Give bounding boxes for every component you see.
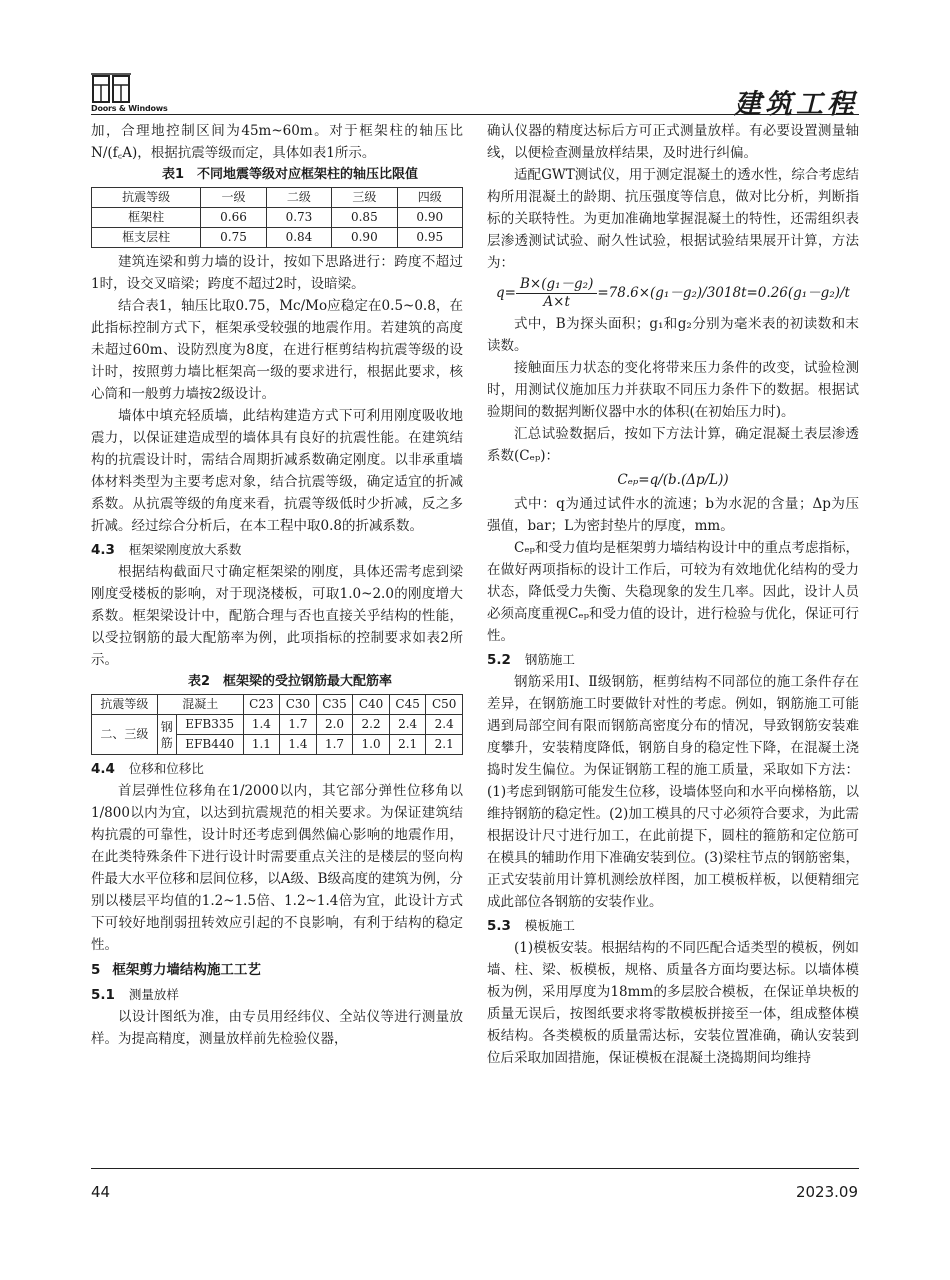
paragraph: 根据结构截面尺寸确定框架梁的刚度，具体还需考虑到梁刚度受楼板的影响，对于现浇楼板，可取1.0~2.0的刚度增大系数。框架梁设计中，配筋合理与否也直接关乎结构的性能，以受拉钢筋的最大配筋率为例，此项指标的控制要求如表2所示。 xyxy=(91,564,463,668)
formula-denominator: A×t xyxy=(543,294,570,310)
table2-caption: 表2 框架梁的受拉钢筋最大配筋率 xyxy=(187,674,393,689)
section-title: 框架梁刚度放大系数 xyxy=(128,542,242,557)
section-number: 5.1 xyxy=(91,987,115,1003)
paragraph: Cₑₚ和受力值均是框架剪力墙结构设计中的重点考虑指标，在做好两项指标的设计工作后，可较为有效地优化结构的受力状态，降低受力失衡、失稳现象的发生几率。因此，设计人员必须高度重视Cₑₚ和受力值的设计，进行检验与优化，保证可行性。 xyxy=(487,540,859,644)
table-row xyxy=(92,208,463,228)
table-cell: 2.1 xyxy=(389,735,426,755)
table2-header-cell: C40 xyxy=(353,695,390,715)
table1 xyxy=(91,187,463,248)
table2-header-cell: 混凝土 xyxy=(157,695,243,715)
paragraph: 钢筋采用Ⅰ、Ⅱ级钢筋，框剪结构不同部位的施工条件存在差异，在钢筋施工时要做针对性的考虑。例如，钢筋施工可能遇到局部空间有限而钢筋高密度分布的情况，导致钢筋安装难度攀升，安装精度降低，钢筋自身的稳定性下降，在混凝土浇捣时发生偏位。为保证钢筋工程的施工质量，采取如下方法：(1)考虑到钢筋可能发生位移，设墙体竖向和水平向梯格筋，以维持钢筋的稳定性。(2)加工模具的尺寸必须符合要求，为此需根据设计尺寸进行加工，在此前提下，圆柱的箍筋和定位筋可在模具的辅助作用下准确安装到位。(3)梁柱节点的钢筋密集，正式安装前用计算机测绘放样图，加工模板样板，以便精细完成此部位各钢筋的安装作业。 xyxy=(487,674,859,910)
table1-header-row xyxy=(92,188,463,208)
journal-section-title: 建筑工程 xyxy=(734,89,858,120)
section-heading-5-2 xyxy=(487,649,859,671)
table2-header-cell: C35 xyxy=(316,695,353,715)
paragraph: 墙体中填充轻质墙，此结构建造方式下可利用刚度吸收地震力，以保证建造成型的墙体具有良好的抗震性能。在建筑结构的抗震设计时，需结合周期折减系数确定刚度。以非承重墙体材料类型为主要考虑对象，结合抗震等级，确定适宜的折减系数。从抗震等级的角度来看，抗震等级低时少折减，反之多折减。经过综合分析后，在本工程中取0.8的折减系数。 xyxy=(91,408,463,534)
table2 xyxy=(91,694,463,755)
table1-header-cell: 二级 xyxy=(266,188,331,208)
table1-header-cell: 三级 xyxy=(332,188,397,208)
paragraph: 适配GWT测试仪，用于测定混凝土的透水性，综合考虑结构所用混凝土的龄期、抗压强度等信息，做对比分析，判断指标的关联特性。为更加准确地掌握混凝土的特性，还需组织表层渗透测试试验、耐久性试验，根据试验结果展开计算，方法为： xyxy=(487,167,859,271)
table-cell: 0.90 xyxy=(332,228,397,248)
section-title: 模板施工 xyxy=(524,918,575,933)
section-title: 位移和位移比 xyxy=(128,761,204,776)
table-cell: 0.85 xyxy=(332,208,397,228)
table2-header-cell: 抗震等级 xyxy=(92,695,158,715)
section-title: 框架剪力墙结构施工工艺 xyxy=(112,962,261,978)
table-cell: 0.95 xyxy=(397,228,462,248)
right-column xyxy=(487,120,859,1069)
paragraph: 结合表1，轴压比取0.75，Mc/Mo应稳定在0.5~0.8，在此指标控制方式下，框架承受较强的地震作用。若建筑的高度未超过60m、设防烈度为8度，在进行框剪结构抗震等级的设计时，按照剪力墙比框架高一级的要求进行，根据此要求，核心筒和一般剪力墙按2级设计。 xyxy=(91,298,463,402)
header-rule xyxy=(91,114,859,115)
formula-permeability xyxy=(487,276,859,311)
formula-numerator: B×(g₁－g₂) xyxy=(516,276,597,294)
table2-header-cell: C45 xyxy=(389,695,426,715)
table-cell: 钢筋 xyxy=(157,715,176,755)
table-cell: 框支层柱 xyxy=(92,228,201,248)
table-cell: 框架柱 xyxy=(92,208,201,228)
left-column xyxy=(91,120,463,1050)
formula-rhs: =78.6×(g₁－g₂)/3018t=0.26(g₁－g₂)/t xyxy=(597,285,850,301)
section-number: 5 xyxy=(91,962,101,978)
footer-rule xyxy=(91,1168,859,1169)
table1-header-cell: 四级 xyxy=(397,188,462,208)
table-cell: EFB440 xyxy=(176,735,243,755)
table-cell: 1.7 xyxy=(316,735,353,755)
table-cell: 0.90 xyxy=(397,208,462,228)
table-cell: 二、三级 xyxy=(92,715,158,755)
table-cell: 0.75 xyxy=(201,228,266,248)
table2-header-cell: C23 xyxy=(243,695,280,715)
section-heading-5-1 xyxy=(91,984,463,1006)
section-heading-4-4 xyxy=(91,758,463,780)
section-heading-4-3 xyxy=(91,539,463,561)
table2-header-cell: C30 xyxy=(280,695,317,715)
paragraph: 式中：q为通过试件水的流速；b为水泥的含量；Δp为压强值，bar；L为密封垫片的厚度，mm。 xyxy=(487,496,859,534)
section-number: 5.2 xyxy=(487,652,511,668)
section-title: 测量放样 xyxy=(128,987,179,1002)
section-heading-5-3 xyxy=(487,915,859,937)
table1-header-cell: 抗震等级 xyxy=(92,188,201,208)
table-cell: 1.1 xyxy=(243,735,280,755)
table-cell: 0.84 xyxy=(266,228,331,248)
paragraph: (1)模板安装。根据结构的不同匹配合适类型的模板，例如墙、柱、梁、板模板，规格、质量各方面均要达标。以墙体模板为例，采用厚度为18mm的多层胶合模板，在保证单块板的质量无误后，按图纸要求将零散模板拼接至一体，组成整体模板结构。各类模板的质量需达标，安装位置准确，确认安装到位后采取加固措施，保证模板在混凝土浇捣期间均维持 xyxy=(487,940,859,1066)
journal-logo xyxy=(91,72,167,116)
paragraph: 汇总试验数据后，按如下方法计算，确定混凝土表层渗透系数(Cₑₚ)： xyxy=(487,426,859,464)
table-cell: 2.1 xyxy=(426,735,463,755)
paragraph: 式中，B为探头面积；g₁和g₂分别为毫米表的初读数和末读数。 xyxy=(487,316,859,354)
table-cell: 0.73 xyxy=(266,208,331,228)
table-row xyxy=(92,715,463,735)
table-cell: 1.0 xyxy=(353,735,390,755)
paragraph: 加，合理地控制区间为45m~60m。对于框架柱的轴压比N/(f꜀A)，根据抗震等级而定，具体如表1所示。 xyxy=(91,123,463,161)
table1-header-cell: 一级 xyxy=(201,188,266,208)
formula-lhs: q= xyxy=(496,285,516,301)
formula-fraction xyxy=(516,276,597,311)
issue-date: 2023.09 xyxy=(795,1183,858,1201)
section-title: 钢筋施工 xyxy=(524,652,575,667)
section-number: 4.3 xyxy=(91,542,115,558)
table-cell: 2.4 xyxy=(389,715,426,735)
table-cell: 0.66 xyxy=(201,208,266,228)
table-cell: 1.7 xyxy=(280,715,317,735)
paragraph: 确认仪器的精度达标后方可正式测量放样。有必要设置测量轴线，以便检查测量放样结果，及时进行纠偏。 xyxy=(487,123,859,161)
doors-windows-logo-icon xyxy=(91,72,131,104)
section-heading-5 xyxy=(91,958,463,982)
paragraph: 首层弹性位移角在1/2000以内，其它部分弹性位移角以1/800以内为宜，以达到抗震规范的相关要求。为保证建筑结构抗震的可靠性，设计时还考虑到偶然偏心影响的地震作用，在此类特殊条件下进行设计时需要重点关注的是楼层的竖向构件最大水平位移和层间位移，以A级、B级高度的建筑为例，分别以楼层平均值的1.2~1.5倍、1.2~1.4倍为宜，此设计方式下可较好地削弱扭转效应引起的不良影响，有利于结构的稳定性。 xyxy=(91,783,463,953)
paragraph: 接触面压力状态的变化将带来压力条件的改变，试验检测时，用测试仪施加压力并获取不同压力条件下的数据。根据试验期间的数据判断仪器中水的体积(在初始压力时)。 xyxy=(487,360,859,420)
paragraph: 建筑连梁和剪力墙的设计，按如下思路进行：跨度不超过1时，设交叉暗梁；跨度不超过2时，设暗梁。 xyxy=(91,254,463,292)
section-number: 4.4 xyxy=(91,761,115,777)
table-cell: EFB335 xyxy=(176,715,243,735)
table2-header-row xyxy=(92,695,463,715)
table-cell: 2.4 xyxy=(426,715,463,735)
table-cell: 1.4 xyxy=(280,735,317,755)
table-cell: 2.0 xyxy=(316,715,353,735)
table-cell: 2.2 xyxy=(353,715,390,735)
table-row xyxy=(92,228,463,248)
table2-header-cell: C50 xyxy=(426,695,463,715)
table-cell: 1.4 xyxy=(243,715,280,735)
logo-text: Doors & Windows xyxy=(91,104,168,113)
section-number: 5.3 xyxy=(487,918,511,934)
formula-coefficient: Cₑₚ=q/(b.(Δp/L)) xyxy=(617,472,729,488)
page-number: 44 xyxy=(91,1183,111,1201)
table1-caption: 表1 不同地震等级对应框架柱的轴压比限值 xyxy=(161,167,419,182)
paragraph: 以设计图纸为准，由专员用经纬仪、全站仪等进行测量放样。为提高精度，测量放样前先检验仪器， xyxy=(91,1009,463,1047)
